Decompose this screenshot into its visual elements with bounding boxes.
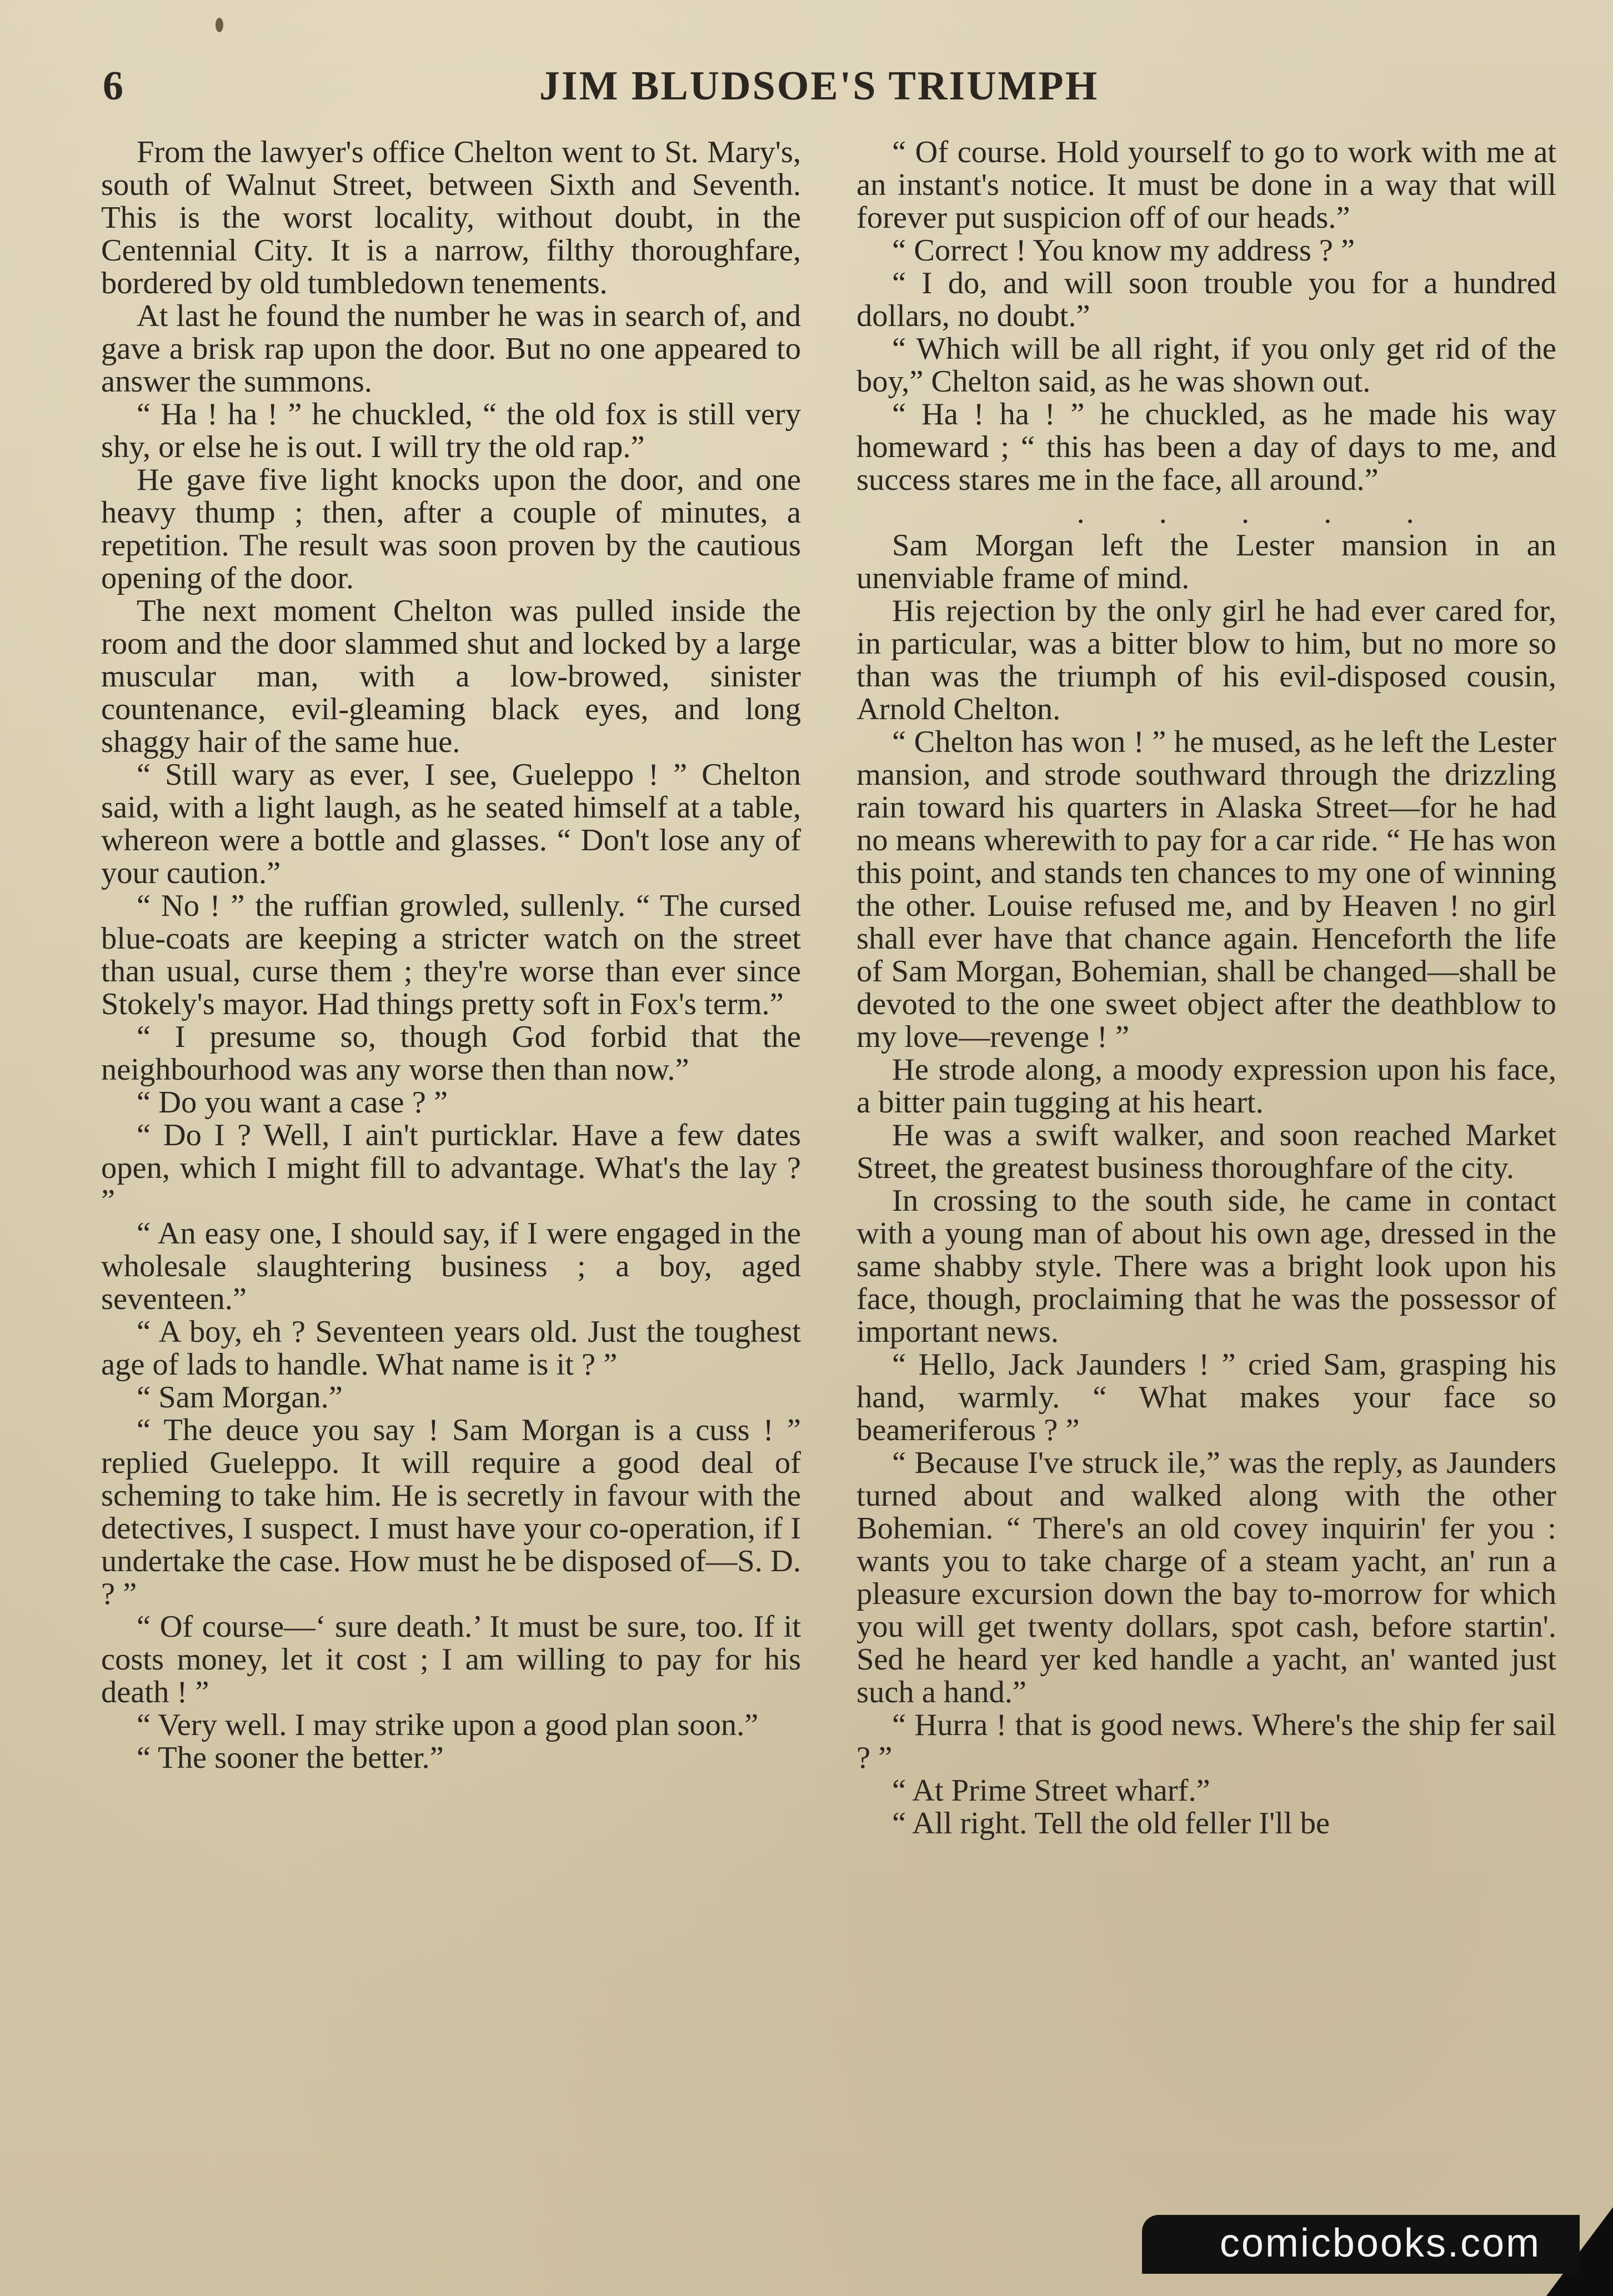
paragraph: “ I do, and will soon trouble you for a hundred dollars, no doubt.” xyxy=(856,266,1556,333)
paragraph: “ All right. Tell the old feller I'll be xyxy=(892,1806,1330,1841)
paragraph: Sam Morgan left the Lester mansion in an unenviable frame of mind. xyxy=(856,528,1556,595)
paragraph: “ Very well. I may strike upon a good plan soon.” xyxy=(137,1708,759,1742)
paragraph: His rejection by the only girl he had ever cared for, in particular, was a bitter blow to him, but no more so than was the triumph of his evil-disposed cousin, Arnold Chelton. xyxy=(856,594,1556,726)
paragraph: “ At Prime Street wharf.” xyxy=(892,1773,1210,1808)
paragraph: “ Of course. Hold yourself to go to work with me at an instant's notice. It must be done in a way that will forever put suspicion off of our heads.” xyxy=(856,135,1556,235)
right-column xyxy=(856,136,1556,1840)
section-break-dots: . . . . . xyxy=(1076,495,1447,530)
watermark: comicbooks.com xyxy=(1142,2215,1580,2274)
running-title: JIM BLUDSOE'S TRIUMPH xyxy=(539,63,1099,109)
page-number: 6 xyxy=(103,63,123,109)
paragraph: He strode along, a moody expression upon his face, a bitter pain tugging at his heart. xyxy=(856,1052,1556,1120)
paragraph: At last he found the number he was in search of, and gave a brisk rap upon the door. But no one appeared to answer the summons. xyxy=(101,299,801,399)
paragraph: “ Hello, Jack Jaunders ! ” cried Sam, grasping his hand, warmly. “ What makes your face so beameriferous ? ” xyxy=(856,1347,1556,1447)
left-column xyxy=(101,136,801,1774)
paragraph: “ The sooner the better.” xyxy=(137,1741,444,1775)
paragraph: The next moment Chelton was pulled inside the room and the door slammed shut and locked by a large muscular man, with a low-browed, sinister countenance, evil-gleaming black eyes, and long shaggy hair of the same hue. xyxy=(101,594,801,759)
paragraph: “ Do I ? Well, I ain't purticklar. Have a few dates open, which I might fill to advantage. What's the lay ? ” xyxy=(101,1118,801,1218)
paragraph: “ I presume so, though God forbid that the neighbourhood was any worse then than now.” xyxy=(101,1020,801,1087)
paragraph: “ Chelton has won ! ” he mused, as he left the Lester mansion, and strode southward through the drizzling rain toward his quarters in Alaska Street—for he had no means wherewith to pay for a car ride. “ He has won this point, and stands ten chances to my one of winning the other. Louise refused me, and by Heaven ! no girl shall ever have that chance again. Henceforth the life of Sam Morgan, Bohemian, shall be changed—shall be devoted to the one sweet object after the deathblow to my love—revenge ! ” xyxy=(856,725,1556,1054)
paper-speck xyxy=(216,18,223,32)
paragraph: “ Still wary as ever, I see, Gueleppo ! ” Chelton said, with a light laugh, as he seated himself at a table, whereon were a bottle and glasses. “ Don't lose any of your caution.” xyxy=(101,758,801,890)
paragraph: “ Of course—‘ sure death.’ It must be sure, too. If it costs money, let it cost ; I am willing to pay for his death ! ” xyxy=(101,1610,801,1710)
paragraph: “ Hurra ! that is good news. Where's the ship fer sail ? ” xyxy=(856,1708,1556,1775)
paragraph: “ Which will be all right, if you only get rid of the boy,” Chelton said, as he was shown out. xyxy=(856,332,1556,399)
paragraph: “ Correct ! You know my address ? ” xyxy=(892,233,1355,268)
paragraph: “ Because I've struck ile,” was the reply, as Jaunders turned about and walked along with the other Bohemian. “ There's an old covey inquirin' fer you : wants you to take charge of a steam yacht, an' run a pleasure excursion down the bay to-morrow for which you will get twenty dollars, spot cash, before startin'. Sed he heard yer ked handle a yacht, an' wanted just such a hand.” xyxy=(856,1446,1556,1710)
paragraph: “ The deuce you say ! Sam Morgan is a cuss ! ” replied Gueleppo. It will require a good deal of scheming to take him. He is secretly in favour with the detectives, I suspect. I must have your co-operation, if I undertake the case. How must he be disposed of—S. D. ? ” xyxy=(101,1413,801,1611)
paragraph: “ Sam Morgan.” xyxy=(137,1380,343,1415)
paragraph: “ No ! ” the ruffian growled, sullenly. “ The cursed blue-coats are keeping a stricter watch on the street than usual, curse them ; they're worse than ever since Stokely's mayor. Had things pretty soft in Fox's term.” xyxy=(101,889,801,1021)
paragraph: “ A boy, eh ? Seventeen years old. Just the toughest age of lads to handle. What name is it ? ” xyxy=(101,1315,801,1382)
paragraph: “ An easy one, I should say, if I were engaged in the wholesale slaughtering business ; a boy, aged seventeen.” xyxy=(101,1216,801,1316)
paragraph: He gave five light knocks upon the door, and one heavy thump ; then, after a couple of minutes, a repetition. The result was soon proven by the cautious opening of the door. xyxy=(101,463,801,595)
paragraph: “ Ha ! ha ! ” he chuckled, as he made his way homeward ; “ this has been a day of days to me, and success stares me in the face, all around.” xyxy=(856,397,1556,497)
paragraph: From the lawyer's office Chelton went to St. Mary's, south of Walnut Street, between Sixth and Seventh. This is the worst locality, without doubt, in the Centennial City. It is a narrow, filthy thoroughfare, bordered by old tumbledown tenements. xyxy=(101,135,801,300)
paragraph: “ Ha ! ha ! ” he chuckled, “ the old fox is still very shy, or else he is out. I will try the old rap.” xyxy=(101,397,801,464)
page-header xyxy=(103,58,1535,114)
paragraph: In crossing to the south side, he came in contact with a young man of about his own age, dressed in the same shabby style. There was a bright look upon his face, though, proclaiming that he was the possessor of important news. xyxy=(856,1184,1556,1349)
paragraph: “ Do you want a case ? ” xyxy=(137,1085,448,1120)
paragraph: He was a swift walker, and soon reached Market Street, the greatest business thoroughfare of the city. xyxy=(856,1118,1556,1185)
